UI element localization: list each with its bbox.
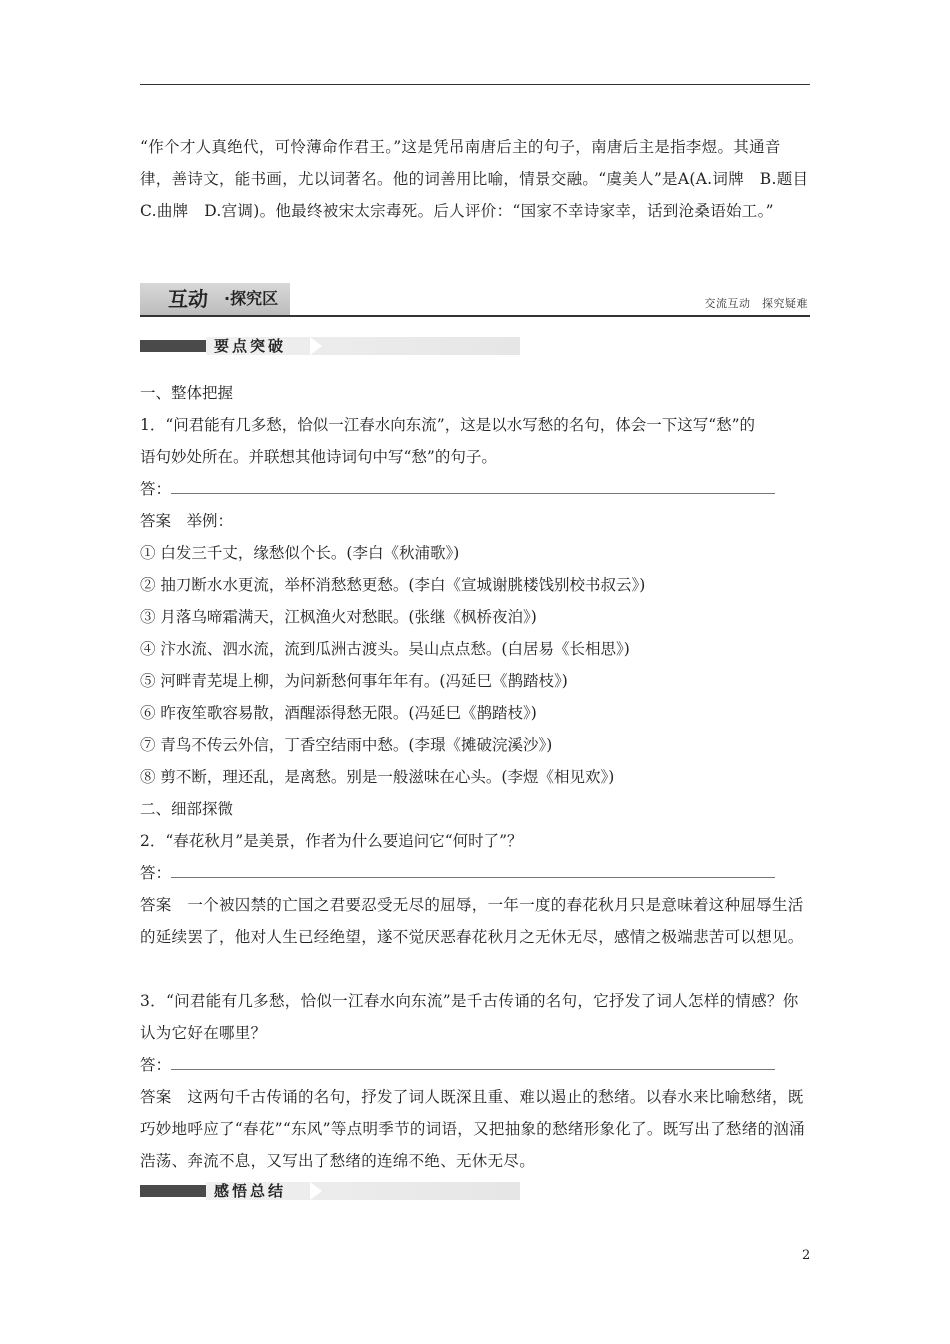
section-subtitle: 交流互动 探究疑难	[704, 297, 808, 310]
banner-label: 要点突破	[214, 337, 287, 355]
header-rule	[140, 84, 810, 85]
example-item: ④ 汴水流、泗水流，流到瓜洲古渡头。吴山点点愁。(白居易《长相思》)	[140, 640, 630, 658]
heading-detail: 二、细部探微	[140, 800, 234, 818]
answer-prompt: 答：	[140, 480, 172, 498]
section-tab	[140, 283, 290, 315]
chevron-right-icon	[310, 337, 322, 355]
example-item: ⑤ 河畔青芜堤上柳，为问新愁何事年年有。(冯延巳《鹊踏枝》)	[140, 672, 568, 690]
banner-label: 感悟总结	[214, 1182, 287, 1200]
question-1-line-2: 语句妙处所在。并联想其他诗词句中写“愁”的句子。	[140, 448, 497, 466]
example-item: ⑥ 昨夜笙歌容易散，酒醒添得愁无限。(冯延巳《鹊踏枝》)	[140, 704, 537, 722]
answer-field-1[interactable]	[140, 473, 820, 505]
section-header	[140, 283, 810, 317]
answer-prompt: 答：	[140, 1056, 172, 1074]
example-item: ② 抽刀断水水更流，举杯消愁愁更愁。(李白《宣城谢朓楼饯别校书叔云》)	[140, 576, 646, 594]
answer-field-2[interactable]	[140, 857, 820, 889]
question-3: 3．“问君能有几多愁，恰似一江春水向东流”是千古传诵的名句，它抒发了词人怎样的情感？你认为它好在哪里？	[140, 992, 799, 1042]
example-item: ① 白发三千丈，缘愁似个长。(李白《秋浦歌》)	[140, 544, 460, 562]
answer-3: 答案 这两句千古传诵的名句，抒发了词人既深且重、难以遏止的愁绪。以春水来比喻愁绪，既巧妙地呼应了“春花”“东风”等点明季节的词语，又把抽象的愁绪形象化了。既写出了愁绪的汹涌浩荡、奔流不息，又写出了愁绪的连绵不绝、无休无尽。	[140, 1088, 805, 1170]
answer-1-intro: 答案 举例：	[140, 512, 234, 530]
banner-summary	[140, 1182, 520, 1200]
answer-underline	[171, 867, 775, 878]
answer-prompt: 答：	[140, 864, 172, 882]
intro-paragraph: “作个才人真绝代，可怜薄命作君王。”这是凭吊南唐后主的句子，南唐后主是指李煜。其通音律，善诗文，能书画，尤以词著名。他的词善用比喻，情景交融。“虞美人”是A(A.词牌 B.题目 C.曲牌 D.宫调)。他最终被宋太宗毒死。后人评价：“国家不幸诗家幸，话到沧桑语始工。”	[140, 138, 825, 220]
chevron-right-icon	[310, 1182, 322, 1200]
answer-2: 答案 一个被囚禁的亡国之君要忍受无尽的屈辱，一年一度的春花秋月只是意味着这种屈辱生活的延续罢了，他对人生已经绝望，遂不觉厌恶春花秋月之无休无尽，感情之极端悲苦可以想见。	[140, 896, 804, 946]
page-number: 2	[802, 1248, 811, 1263]
example-item: ⑦ 青鸟不传云外信，丁香空结雨中愁。(李璟《摊破浣溪沙》)	[140, 736, 553, 754]
question-2: 2．“春花秋月”是美景，作者为什么要追问它“何时了”？	[140, 832, 523, 850]
answer-underline	[171, 1059, 775, 1070]
section-rule	[140, 315, 810, 317]
section-title-big: 互动	[168, 287, 208, 311]
heading-overall: 一、整体把握	[140, 384, 234, 402]
example-item: ⑧ 剪不断，理还乱，是离愁。别是一般滋味在心头。(李煜《相见欢》)	[140, 768, 615, 786]
banner-dark-bar	[140, 340, 206, 352]
example-item: ③ 月落乌啼霜满天，江枫渔火对愁眠。(张继《枫桥夜泊》)	[140, 608, 537, 626]
banner-key-points	[140, 337, 520, 355]
banner-dark-bar	[140, 1185, 206, 1197]
answer-field-3[interactable]	[140, 1049, 820, 1081]
section-title-small: ·探究区	[224, 289, 279, 308]
answer-underline	[171, 483, 775, 494]
question-1-line-1: 1．“问君能有几多愁，恰似一江春水向东流”，这是以水写愁的名句，体会一下这写“愁”的	[140, 416, 756, 434]
